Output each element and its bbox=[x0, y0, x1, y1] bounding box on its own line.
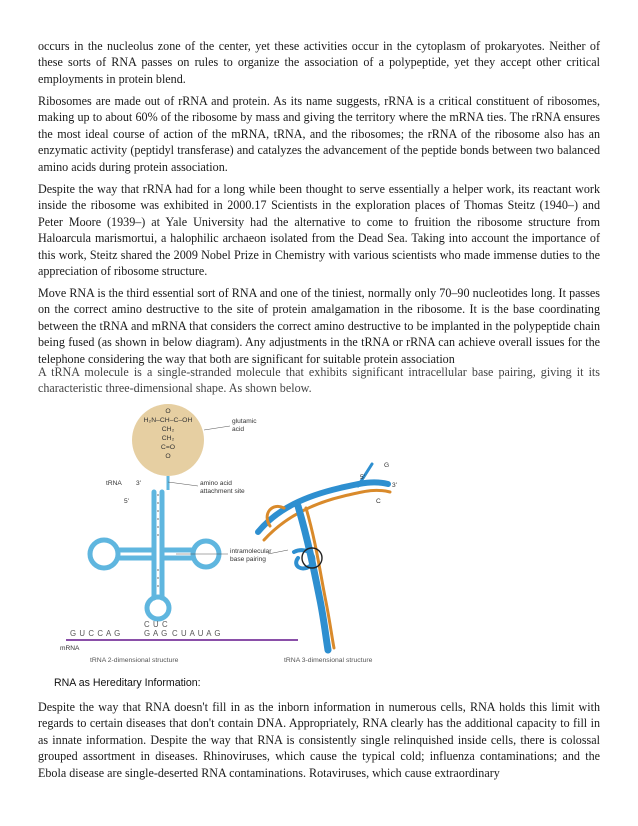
mrna-label: mRNA bbox=[60, 645, 80, 652]
chem-line-3: CH₂ bbox=[161, 426, 175, 433]
paragraph-5: A tRNA molecule is a single-stranded molecule that exhibits significant intracellular base pairing, giving it its characteristic three-dimensional shape. As shown below. bbox=[38, 365, 600, 396]
trna-2d-cloverleaf bbox=[90, 492, 219, 619]
mrna-sequence-codon: G A G bbox=[144, 629, 168, 638]
paragraph-2: Ribosomes are made out of rRNA and protein. As its name suggests, rRNA is a critical constituent of ribosomes, making up to about 60% of the ribosome by mass and giving the territory where the mRNA ties. The rRNA ensures the most ideal course of action of the mRNA, tRNA, and the ribosomes; the rRNA of the ribosome also has an enzymatic activity (peptidyl transferase) and catalyzes the advancement of the peptide bonds between two balanced amino acids during protein association. bbox=[38, 94, 600, 174]
intramolecular-label: intramolecular bbox=[230, 548, 272, 555]
trna-3d-ribbon bbox=[258, 464, 390, 650]
paragraph-6: Despite the way that RNA doesn't fill in as the inborn information in numerous cells, RNA holds this limit with regards to certain diseases that don't contain DNA. Appropriately, RNA clearly has the additional capacity to fill in as innate information. Despite the way that RNA is consistently single relinquished inside cells, there is colossal grouped assortment in diseases. Rhinoviruses, which cause the typical cold; influenza contaminations; and the Ebola disease are single-deserted RNA contaminations. Rotaviruses, which cause extraordinary bbox=[38, 700, 600, 780]
trna-label: tRNA bbox=[106, 480, 122, 487]
five-prime-label: 5' bbox=[124, 498, 129, 505]
glutamic-label: glutamic bbox=[232, 418, 257, 425]
mrna-sequence-left: G U C C A G bbox=[70, 629, 121, 638]
mrna-sequence-right: C U A U A G bbox=[172, 629, 222, 638]
paragraph-4: Move RNA is the third essential sort of RNA and one of the tiniest, normally only 70–90 nucleotides long. It passes on the correct amino destructive to the site of protein amalgamation in the ribosome. It is the base coordinating between the tRNA and mRNA that considers the correct amino destructive to be implanted in the polypeptide chain being fused (as shown in below diagram). Any adjustments in the tRNA or rRNA can achieve overall issues for the telephone considering the way that both are significant for suitable protein association bbox=[38, 286, 600, 366]
amino-acid-label: amino acid bbox=[200, 480, 232, 487]
caption-3d: tRNA 3-dimensional structure bbox=[284, 657, 373, 664]
chem-line-5: C=O bbox=[160, 444, 176, 451]
ribbon-g-label: G bbox=[384, 462, 390, 469]
anticodon-sequence: C U C bbox=[144, 620, 169, 629]
three-prime-label: 3' bbox=[136, 480, 141, 487]
paragraph-1: occurs in the nucleolus zone of the center, yet these activities occur in the cytoplasm of prokaryotes. Neither of these sorts of RNA passes on rules to organize the association of a polypeptide, yet they accept other critical employments in protein blend. bbox=[38, 39, 600, 86]
chem-line-6: O bbox=[165, 453, 171, 460]
trna-figure bbox=[58, 400, 398, 670]
caption-2d: tRNA 2-dimensional structure bbox=[90, 657, 179, 664]
attachment-site-label: attachment site bbox=[200, 488, 245, 495]
chem-line-1: O bbox=[165, 408, 171, 415]
chem-line-2: H₂N–CH–C–OH bbox=[143, 417, 193, 424]
section-heading: RNA as Hereditary Information: bbox=[54, 677, 201, 689]
acid-label: acid bbox=[232, 426, 245, 433]
ribbon-three-prime: 3' bbox=[392, 482, 397, 489]
ribbon-c-label: C bbox=[376, 498, 381, 505]
ribbon-five-prime: 5' bbox=[360, 474, 365, 481]
paragraph-3: Despite the way that rRNA had for a long while been thought to serve essentially a helper work, its reactant work inside the ribosome was exhibited in 2000.17 Scientists in the exploration places of Thomas Steitz (1940–) and Peter Moore (1939–) at Yale University had the alternative to come to fruition the ribosome structure from Haloarcula marismortui, a halophilic archaeon isolated from the Dead Sea. Taking into account the importance of this work, Steitz shared the 2009 Nobel Prize in Chemistry with various scientists who made immense duties to the appreciation of ribosome structure. bbox=[38, 182, 600, 279]
base-pairing-label: base pairing bbox=[230, 556, 266, 563]
chem-line-4: CH₂ bbox=[161, 435, 175, 442]
